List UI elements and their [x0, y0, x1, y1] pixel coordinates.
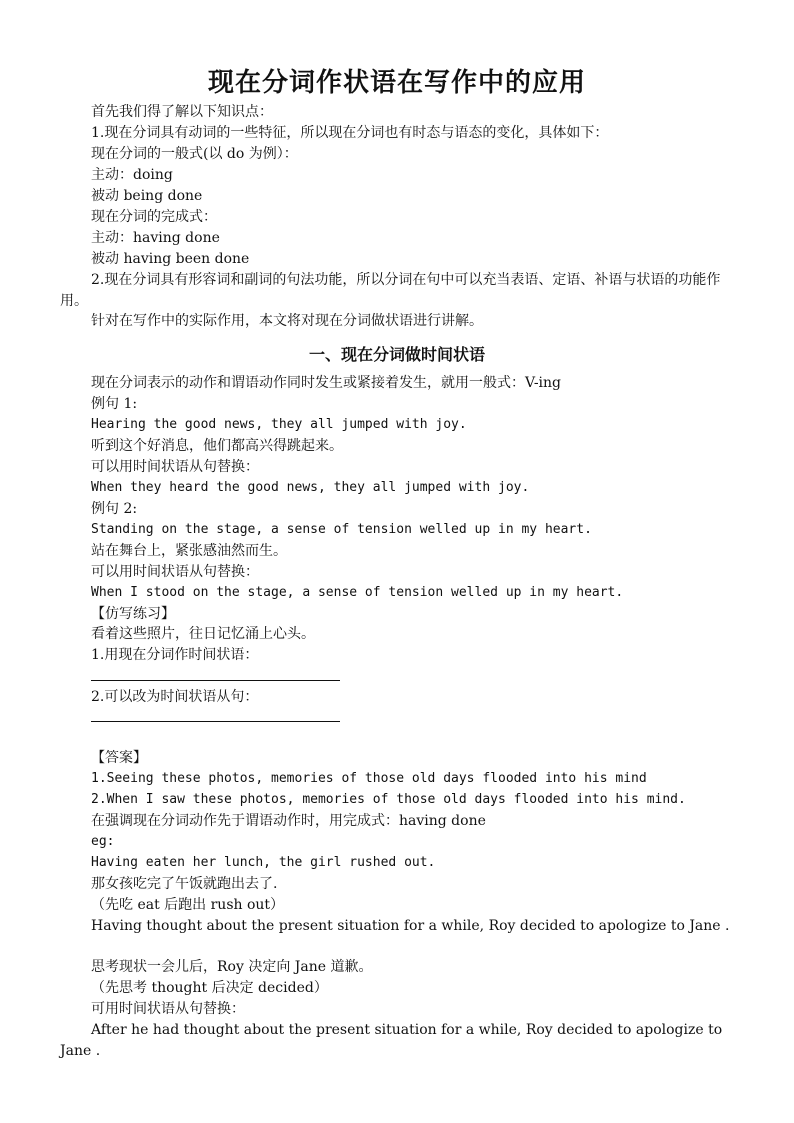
body-line: 在强调现在分词动作先于谓语动作时，用完成式：having done — [91, 813, 486, 829]
intro-paragraph: 2.现在分词具有形容词和副词的句法功能，所以分词在句中可以充当表语、定语、补语与状语的功能作用。 — [60, 272, 721, 309]
page-title: 现在分词作状语在写作中的应用 — [207, 68, 586, 98]
example-paragraph: Having thought about the present situation for a while, Roy decided to apologize to Jane . — [91, 918, 730, 934]
intro-line: 针对在写作中的实际作用，本文将对现在分词做状语进行讲解。 — [91, 313, 483, 329]
note-line: （先吃 eat 后跑出 rush out） — [91, 897, 285, 913]
intro-line: 1.现在分词具有动词的一些特征，所以现在分词也有时态与语态的变化，具体如下： — [91, 125, 609, 141]
intro-line: 被动 having been done — [91, 251, 250, 267]
answer-line: 1.Seeing these photos, memories of those old days flooded into his mind — [91, 771, 647, 786]
section-heading: 一、现在分词做时间状语 — [308, 345, 485, 364]
intro-line: 主动：having done — [91, 230, 220, 246]
exercise-prompt: 1.用现在分词作时间状语： — [91, 647, 259, 663]
translation-line: 站在舞台上，紧张感油然而生。 — [91, 543, 287, 559]
body-line: eg: — [91, 834, 115, 849]
body-line: 可以用时间状语从句替换： — [91, 564, 259, 580]
body-line: 可以用时间状语从句替换： — [91, 459, 259, 475]
example-sentence: When they heard the good news, they all jumped with joy. — [91, 480, 530, 495]
example-paragraph: After he had thought about the present situation for a while, Roy decided to apologize to Jane . — [60, 1022, 723, 1059]
example-sentence: When I stood on the stage, a sense of tension welled up in my heart. — [91, 585, 624, 600]
example-sentence: Having eaten her lunch, the girl rushed out. — [91, 855, 436, 870]
body-line: 看着这些照片，往日记忆涌上心头。 — [91, 626, 315, 642]
exercise-prompt: 2.可以改为时间状语从句： — [91, 689, 259, 705]
intro-line: 现在分词的完成式： — [91, 209, 217, 225]
answer-line: 2.When I saw these photos, memories of those old days flooded into his mind. — [91, 792, 686, 807]
example-sentence: Standing on the stage, a sense of tension welled up in my heart. — [91, 522, 592, 537]
intro-line: 首先我们得了解以下知识点： — [91, 104, 273, 120]
body-line: 例句 2: — [91, 501, 138, 517]
intro-line: 现在分词的一般式(以 do 为例）： — [91, 146, 298, 162]
example-sentence: Hearing the good news, they all jumped with joy. — [91, 417, 467, 432]
answer-blank-line[interactable] — [91, 721, 340, 722]
answer-heading: 【答案】 — [91, 750, 147, 766]
intro-line: 主动：doing — [91, 167, 173, 183]
body-line: 例句 1: — [91, 396, 138, 412]
intro-line: 被动 being done — [91, 188, 203, 204]
answer-blank-line[interactable] — [91, 680, 340, 681]
translation-line: 听到这个好消息，他们都高兴得跳起来。 — [91, 438, 343, 454]
translation-line: 思考现状一会儿后，Roy 决定向 Jane 道歉。 — [91, 959, 373, 975]
practice-heading: 【仿写练习】 — [91, 606, 175, 622]
body-line: 现在分词表示的动作和谓语动作同时发生或紧接着发生，就用一般式：V-ing — [91, 375, 562, 391]
translation-line: 那女孩吃完了午饭就跑出去了. — [91, 876, 278, 892]
body-line: 可用时间状语从句替换： — [91, 1001, 245, 1017]
note-line: （先思考 thought 后决定 decided） — [91, 980, 328, 996]
